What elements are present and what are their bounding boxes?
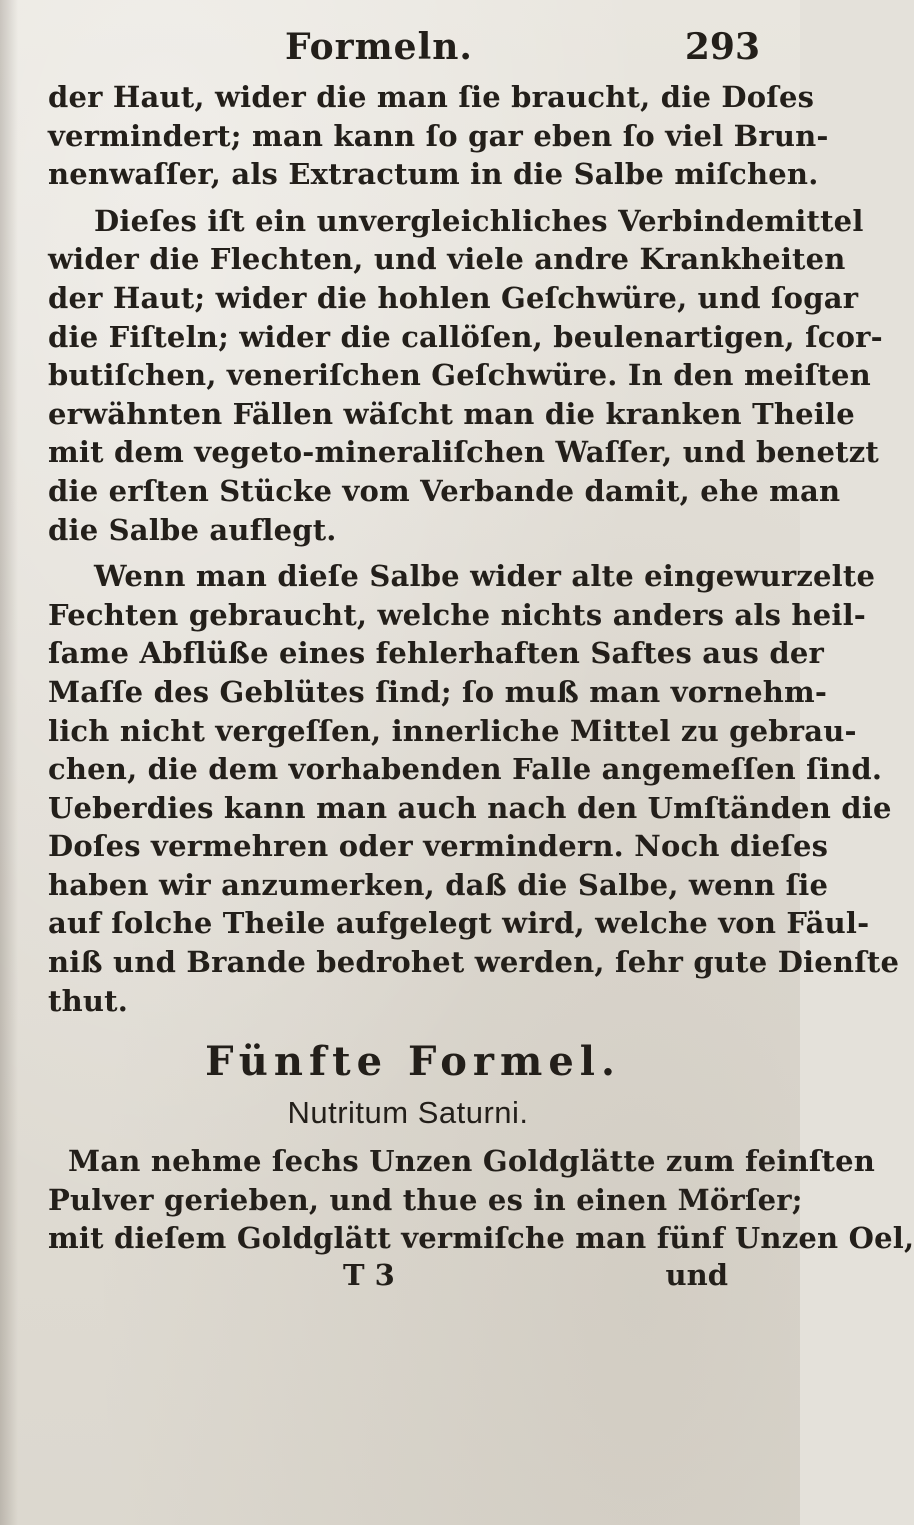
text-line: Doſes vermehren oder vermindern. Noch dieſes	[48, 829, 829, 864]
text-line: chen, die dem vorhabenden Falle angemeſſen ſind.	[48, 752, 883, 787]
page-number: 293	[684, 26, 760, 68]
running-head: Formeln.	[285, 26, 473, 68]
paragraph-1	[48, 78, 829, 194]
text-line: ſame Abflüße eines fehlerhaften Saftes aus der	[48, 636, 824, 671]
text-line: Ueberdies kann man auch nach den Umſtänden die	[48, 790, 892, 825]
paragraph-4	[48, 1142, 914, 1258]
text-line: die Fiſteln; wider die callöſen, beulenartigen, ſcor-	[48, 319, 883, 354]
text-line: mit dem vegeto-mineraliſchen Waſſer, und benetzt	[48, 435, 879, 470]
text-line: butiſchen, veneriſchen Geſchwüre. In den meiſten	[48, 358, 871, 393]
text-line: haben wir anzumerken, daß die Salbe, wenn ſie	[48, 867, 829, 902]
text-line: lich nicht vergeſſen, innerliche Mittel zu gebrau-	[48, 713, 857, 748]
text-line: Man nehme ſechs Unzen Goldglätte zum feinſten	[68, 1144, 876, 1179]
text-line: niß und Brande bedrohet werden, ſehr gute Dienſte	[48, 945, 900, 980]
text-line: die erſten Stücke vom Verbande damit, ehe man	[48, 473, 841, 508]
section-heading: Fünfte Formel.	[205, 1038, 621, 1086]
page-header	[0, 14, 800, 74]
text-line: erwähnten Fällen wäſcht man die kranken Theile	[48, 396, 855, 431]
text-line: der Haut, wider die man ſie braucht, die Doſes	[48, 80, 815, 114]
text-line: die Salbe auflegt.	[48, 512, 337, 547]
signature-mark: T 3	[343, 1258, 395, 1293]
text-line: nenwaſſer, als Extractum in die Salbe miſchen.	[48, 157, 819, 192]
text-line: Fechten gebraucht, welche nichts anders als heil-	[48, 597, 867, 632]
text-line: Wenn man dieſe Salbe wider alte eingewurzelte	[94, 559, 876, 594]
text-line: thut.	[48, 983, 129, 1018]
text-line: auf ſolche Theile aufgelegt wird, welche von Fäul-	[48, 906, 870, 941]
section-subheading: Nutritum Saturni.	[287, 1095, 529, 1131]
page-footer	[48, 1258, 768, 1298]
text-line: vermindert; man kann ſo gar eben ſo viel Brun-	[48, 118, 829, 153]
text-line: wider die Flechten, und viele andre Krankheiten	[48, 242, 846, 277]
text-line: der Haut; wider die hohlen Geſchwüre, und ſogar	[48, 280, 859, 315]
body-text	[48, 78, 914, 1298]
paragraph-3	[48, 557, 900, 1020]
text-line: mit dieſem Goldglätt vermiſche man fünf Unzen Oel,	[48, 1221, 914, 1256]
catchword: und	[665, 1258, 728, 1293]
text-line: Maſſe des Geblütes ſind; ſo muß man vornehm-	[48, 674, 828, 709]
paragraph-2	[48, 202, 883, 549]
text-line: Dieſes iſt ein unvergleichliches Verbindemittel	[94, 203, 864, 238]
text-line: Pulver gerieben, und thue es in einen Mörſer;	[48, 1182, 803, 1217]
